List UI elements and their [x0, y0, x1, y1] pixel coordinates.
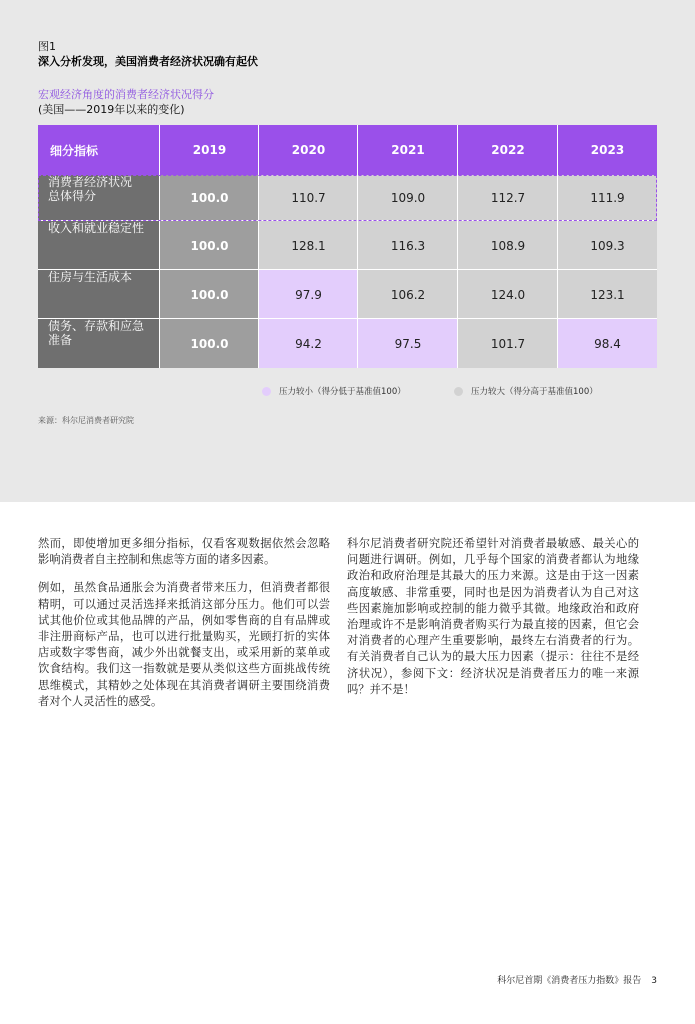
body-column-right	[347, 536, 639, 710]
score-cell: 97.9	[259, 270, 358, 319]
score-cell: 94.2	[259, 319, 358, 368]
legend-low-label: 压力较小（得分低于基准值100）	[279, 387, 406, 397]
row-divider	[38, 269, 657, 270]
paragraph: 科尔尼消费者研究院还希望针对消费者最敏感、最关心的问题进行调研。例如，几乎每个国家的消费者都认为地缘政治和政府治理是其最大的压力来源。这是由于这一因素高度敏感、非常重要，同时也是因为消费者认为自己对这些因素施加影响或控制的能力微乎其微。地缘政治和政府治理或许不是影响消费者购买行为最直接的因素，但它会对消费者的心理产生重要影响，最终左右消费者的行为。有关消费者自己认为的最大压力因素（提示：往往不是经济状况），参阅下文：经济状况是消费者压力的唯一来源吗？并不是！	[347, 537, 639, 696]
page-number: 3	[651, 976, 657, 986]
score-cell: 108.9	[458, 221, 558, 270]
row-divider	[38, 220, 657, 221]
score-table	[38, 125, 657, 368]
column-header-year: 2023	[558, 125, 657, 175]
score-cell: 116.3	[358, 221, 458, 270]
chart-subtitle: 宏观经济角度的消费者经济状况得分	[38, 88, 214, 101]
paragraph: 然而，即使增加更多细分指标，仅看客观数据依然会忽略影响消费者自主控制和焦虑等方面的诸多因素。	[38, 537, 330, 567]
score-cell: 106.2	[358, 270, 458, 319]
score-cell: 100.0	[160, 221, 259, 270]
score-cell: 97.5	[358, 319, 458, 368]
score-cell: 123.1	[558, 270, 657, 319]
column-divider	[357, 125, 358, 368]
chart-note: (美国——2019年以来的变化)	[38, 103, 185, 116]
legend-low-pressure	[262, 385, 406, 397]
legend-low-swatch	[262, 387, 271, 396]
column-divider	[457, 125, 458, 368]
score-cell: 110.7	[259, 175, 358, 221]
score-cell: 112.7	[458, 175, 558, 221]
score-cell: 111.9	[558, 175, 657, 221]
body-column-left	[38, 536, 330, 722]
score-cell: 109.3	[558, 221, 657, 270]
score-cell: 124.0	[458, 270, 558, 319]
column-header-year: 2022	[458, 125, 558, 175]
column-divider	[159, 125, 160, 368]
score-cell: 128.1	[259, 221, 358, 270]
row-label: 消费者经济状况 总体得分	[38, 175, 160, 221]
column-header-metric: 细分指标	[38, 125, 160, 175]
legend-high-label: 压力较大（得分高于基准值100）	[471, 387, 598, 397]
row-divider	[38, 318, 657, 319]
score-cell: 98.4	[558, 319, 657, 368]
score-cell: 100.0	[160, 319, 259, 368]
column-header-year: 2021	[358, 125, 458, 175]
score-cell: 109.0	[358, 175, 458, 221]
score-cell: 100.0	[160, 175, 259, 221]
score-cell: 100.0	[160, 270, 259, 319]
page-footer	[497, 973, 657, 986]
column-divider	[557, 125, 558, 368]
column-header-year: 2019	[160, 125, 259, 175]
figure-title: 深入分析发现，美国消费者经济状况确有起伏	[38, 55, 258, 68]
paragraph: 例如，虽然食品通胀会为消费者带来压力，但消费者都很精明，可以通过灵活选择来抵消这部分压力。他们可以尝试其他价位或其他品牌的产品，例如零售商的自有品牌或非注册商标产品，也可以进行批量购买，光顾打折的实体店或数字零售商，减少外出就餐支出，或采用新的菜单或饮食结构。我们这一指数就是要从类似这些方面挑战传统思维模式，其精妙之处体现在其消费者调研主要围绕消费者对个人灵活性的感受。	[38, 581, 330, 708]
score-cell: 101.7	[458, 319, 558, 368]
source-note: 来源：科尔尼消费者研究院	[38, 416, 134, 425]
figure-label: 图1	[38, 40, 56, 53]
column-header-year: 2020	[259, 125, 358, 175]
legend-high-swatch	[454, 387, 463, 396]
column-divider	[258, 125, 259, 368]
legend-high-pressure	[454, 385, 598, 397]
row-label: 住房与生活成本	[38, 270, 160, 319]
footer-title: 科尔尼首期《消费者压力指数》报告	[497, 976, 642, 986]
row-label: 收入和就业稳定性	[38, 221, 160, 270]
row-label: 债务、存款和应急 准备	[38, 319, 160, 368]
